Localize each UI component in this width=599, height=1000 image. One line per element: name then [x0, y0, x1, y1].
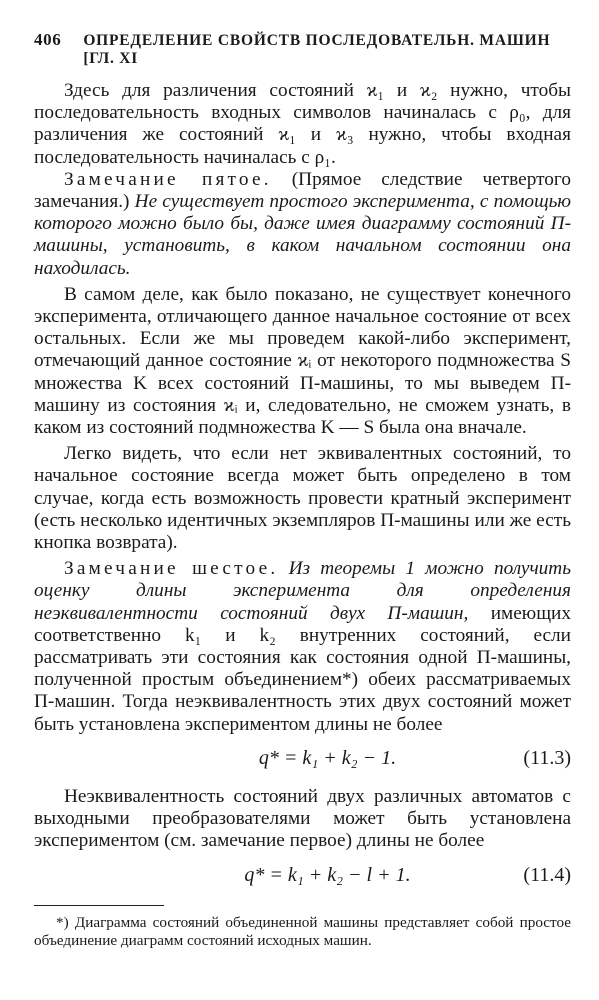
running-head: ОПРЕДЕЛЕНИЕ СВОЙСТВ ПОСЛЕДОВАТЕЛЬН. МАШИН [ГЛ. XI: [83, 32, 551, 67]
equation-number: (11.4): [523, 863, 571, 886]
remark-five-note: (Прямое следствие четвертого замечания.): [34, 168, 571, 213]
remark-five: [34, 169, 571, 280]
formula-11-4: [34, 855, 571, 895]
remark-six-continuation: имеющих соответственно k₁ и k₂ внутренних состояний, если рассматривать эти состояния как состояния одной П-машины, полученной простым объединением*) обеих рассматриваемых П-машин. Тогда неэквивалентность этих двух состояний может быть установлена экспериментом длины не более: [34, 602, 571, 735]
remark-six: [34, 558, 571, 736]
paragraph: В самом деле, как было показано, не существует конечного эксперимента, отличающего данное начальное состояние от всех остальных. Если же мы проведем какой-либо эксперимент, отмечающий данное состояние ϰᵢ от некоторого подмножества S множества K всех состояний П-машины, то мы выведем П-машину из состояния ϰᵢ и, следовательно, не сможем узнать, в каком из состояний подмножества K — S была она вначале.: [34, 283, 571, 439]
page-header: [34, 30, 571, 68]
formula-expression: q* = k₁ + k₂ − l + 1.: [244, 863, 411, 886]
formula-11-3: [34, 738, 571, 778]
paragraph: Легко видеть, что если нет эквивалентных состояний, то начальное состояние всегда может быть определено в том случае, когда есть возможность провести кратный эксперимент (есть несколько идентичных экземпляров П-машины или же есть кнопка возврата).: [34, 443, 571, 554]
remark-five-lead: Замечание пятое.: [64, 168, 272, 190]
page-number: 406: [34, 30, 62, 49]
formula-expression: q* = k₁ + k₂ − 1.: [258, 746, 397, 769]
paragraph: Неэквивалентность состояний двух различных автоматов с выходными преобразователями может быть установлена экспериментом (см. замечание первое) длины не более: [34, 785, 571, 852]
remark-six-statement: Из теоремы 1 можно получить оценку длины эксперимента для определения неэквивалентности состояний двух П-машин,: [34, 558, 571, 624]
footnote-divider: [34, 905, 164, 906]
paragraph: Здесь для различения состояний ϰ₁ и ϰ₂ нужно, чтобы последовательность входных символов начиналась с ρ₀, для различения же состояний ϰ₁ и ϰ₃ нужно, чтобы входная последовательность начиналась с ρ₁.: [34, 80, 571, 168]
remark-six-lead: Замечание шестое.: [64, 558, 279, 580]
footnote: *) Диаграмма состояний объединенной машины представляет собой простое объединение диаграмм состояний исходных машин.: [34, 913, 571, 949]
remark-five-statement: Не существует простого эксперимента, с помощью которого можно было бы, даже имея диаграмму состояний П-машины, установить, в каком начальном состоянии она находилась.: [34, 191, 571, 279]
body-text: [34, 80, 571, 895]
equation-number: (11.3): [523, 746, 571, 769]
